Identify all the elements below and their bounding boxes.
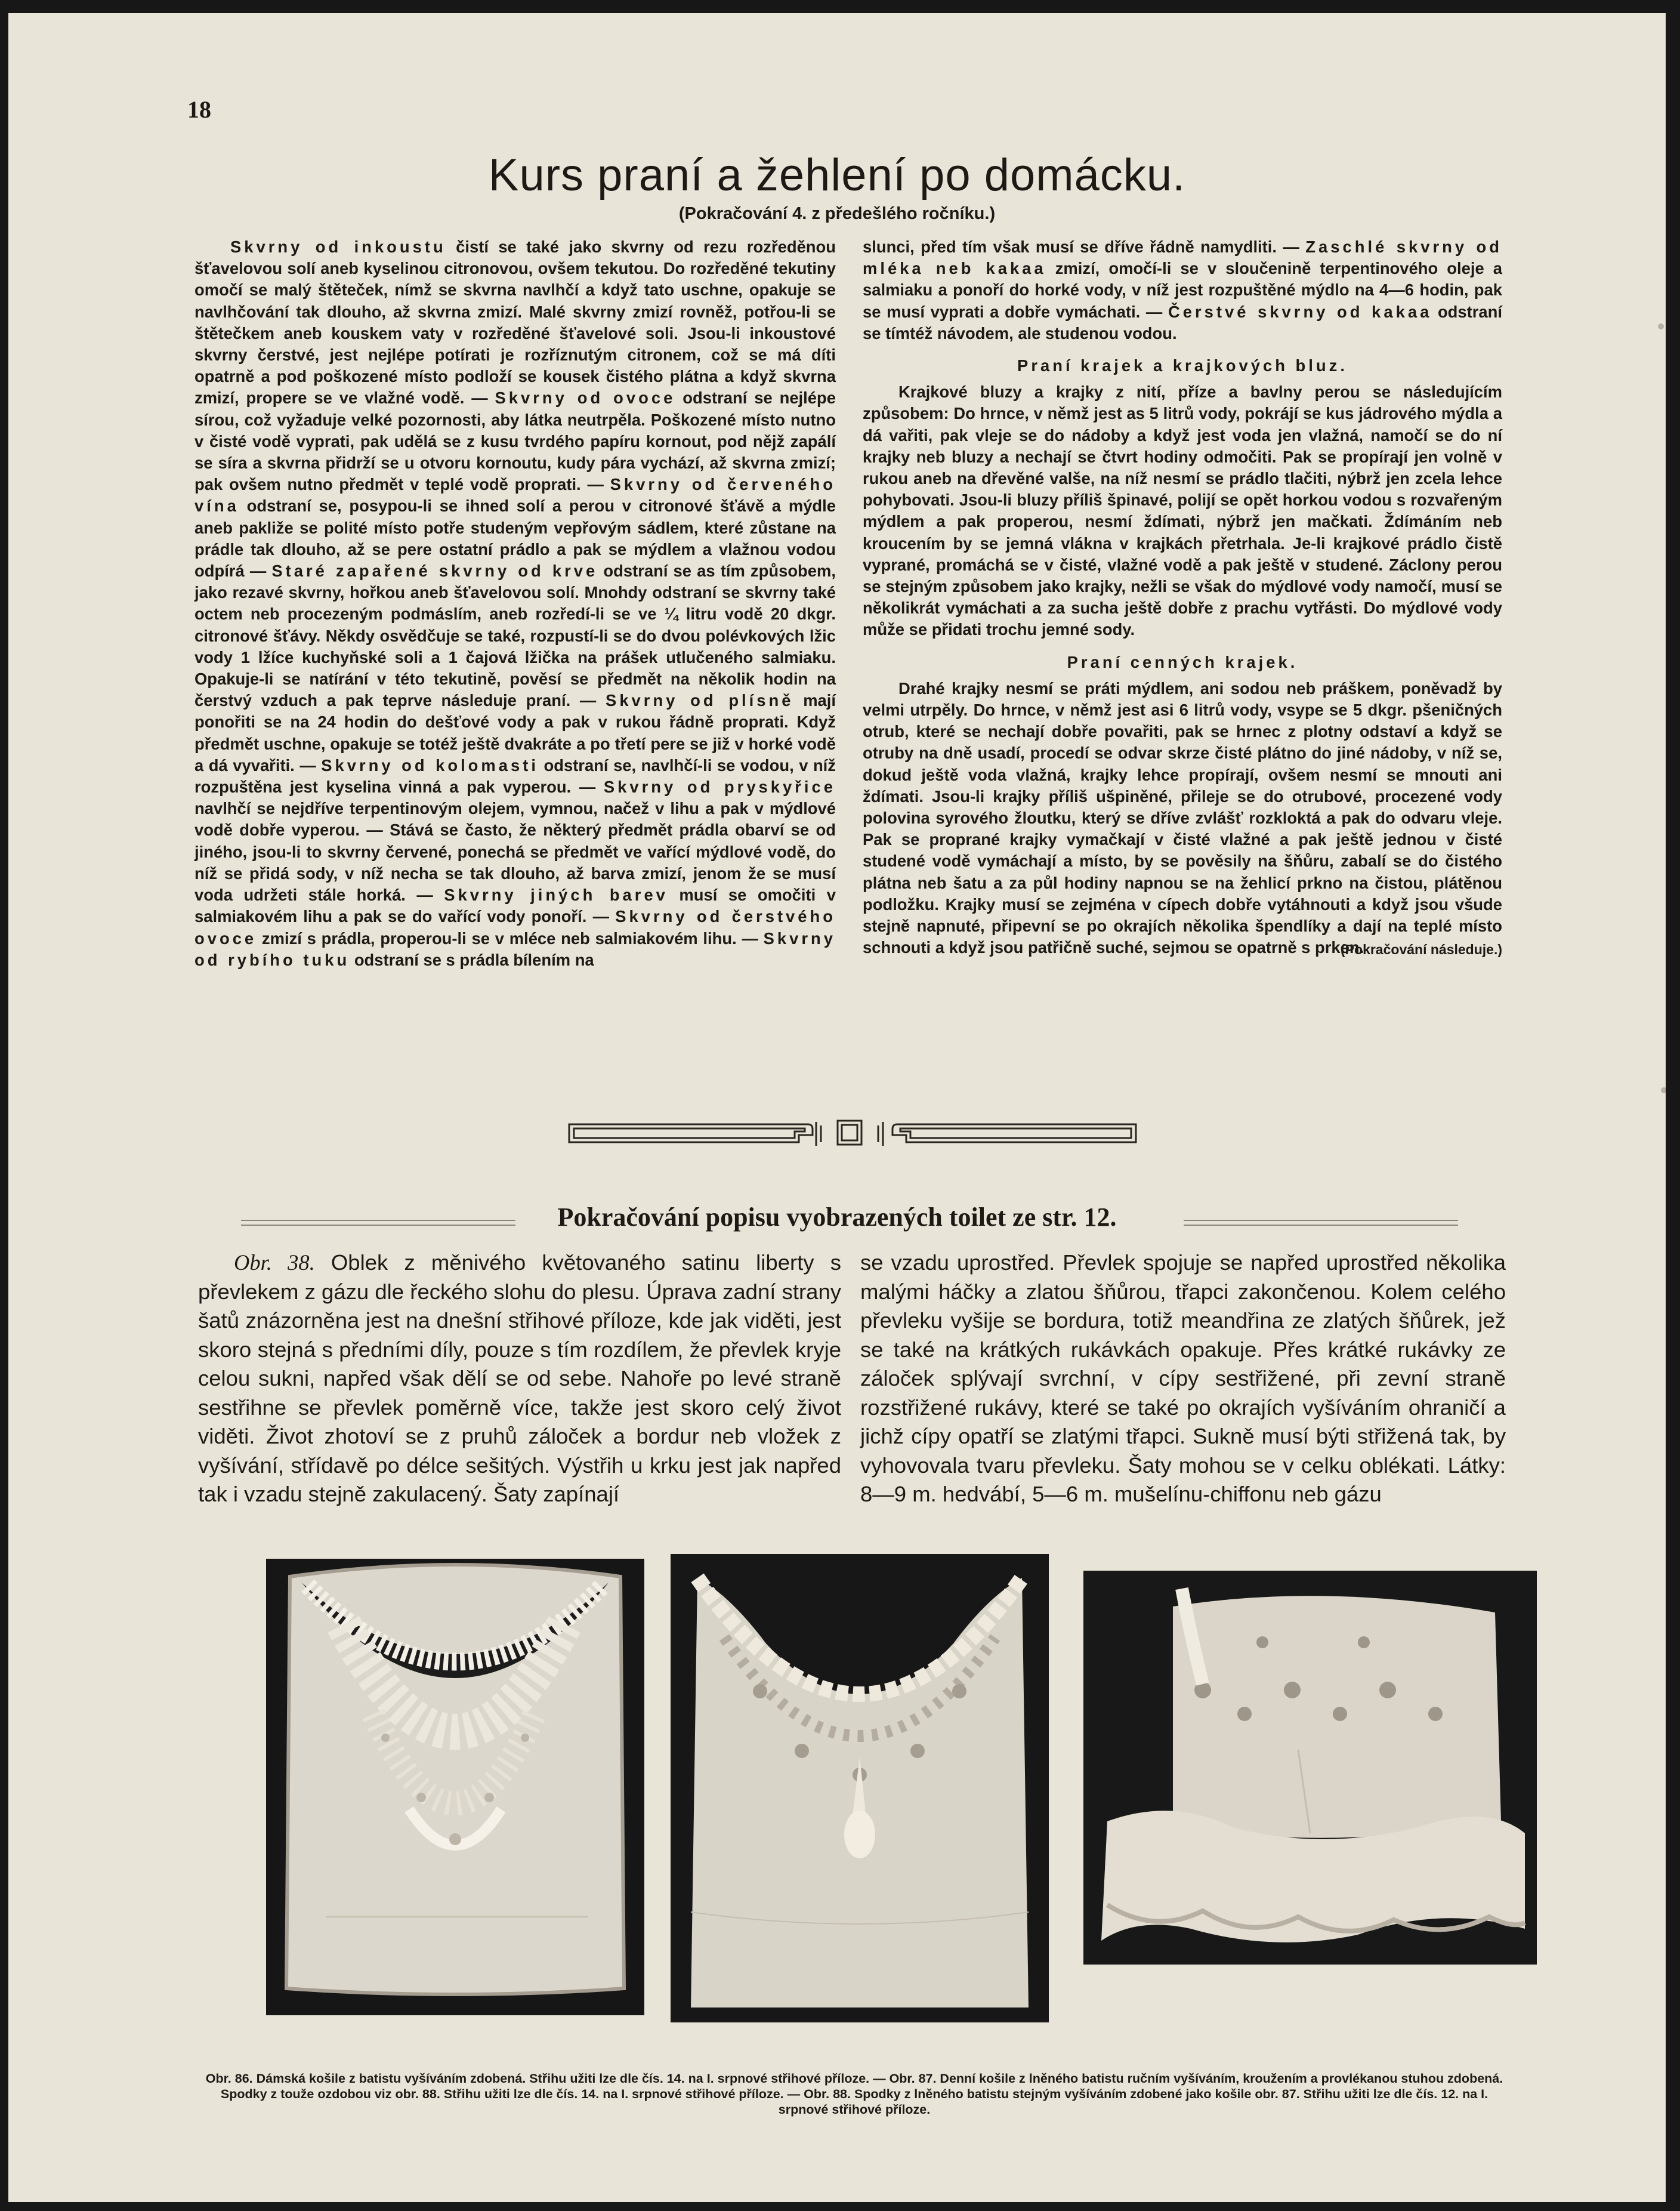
body-text: odstraní se as tím způsobem, jako rezavé skvrny, hořkou aneb šťavelovou solí. Mnohdy odstraní se skvrny také octem neb procezeným podmáslím, aneb rozředí-li se ve ¼ litru vodě 20 dkgr. citronové šťávy. Někdy osvědčuje se také, rozpustí-li se do dvou polévkových lžic vody 1 lžíce kuchyňské soli a 1 čajová lžička na prášek utlučeného salmiaku. Opakuje-li se natírání v této tekutině, pověsí se předmět na několik hodin na čerstvý vzduch a pak teprve následuje praní. — [194, 562, 836, 710]
body-text: navlhčí se nejdříve terpentinovým olejem, vymnou, načež v lihu a pak v mýdlové vodě dobře vyperou. — Stává se často, že některý předmět prádla obarví se od jiného, jsou-li to skvrny červené, ponechá se předmět ve vařící mýdlové vodě, do níž se přidá sody, v níž necha se tak dlouho, až barva zmizí, jenom že se musí voda udržeti stále horká. — [194, 799, 836, 905]
spaced-term: Skvrny od ovoce [495, 388, 676, 408]
spaced-term: Skvrny od kolomasti [321, 755, 539, 775]
continued-note: (Pokračování následuje.) [1341, 941, 1502, 957]
spaced-term: Skvrny od rybího tuku [194, 929, 836, 969]
stains-paragraph [194, 236, 836, 971]
toilette-text-2: se vzadu uprostřed. Převlek spojuje se napřed uprostřed několika malými háčky a zlatou šňůrou, třapci zakončenou. Kolem celého převleku vyšije se bordura, totiž meandřina ze zlatých šňůrek, jež se také na krátkých rukávkách opakuje. Přes krátké rukávky ze záloček splývají svrchní, v cípy sestřižené, při zevní straně rozstřižené rukávy, které se také po okrajích vyšíváním ohraničí a jichž cípy opatří se zlatými třapci. Sukně musí býti střižená tak, by vyhovovala tvaru převleku. Šaty mohou se v celku oblékati. Látky: 8—9 m. hedvábí, 5—6 m. mušelínu-chiffonu neb gázu [860, 1250, 1506, 1506]
toilette-column-1 [198, 1248, 841, 1509]
article-title: Kurs praní a žehlení po domácku. [488, 150, 1186, 201]
page-speck [1661, 1087, 1666, 1093]
article-column-2 [863, 236, 1502, 960]
body-text: odstraní se nejlépe sírou, což vyžaduje velké pozornosti, aby látka neutrpěla. Poškozené místo nutno v čisté vodě vyprati, pak udělá se z kusu tvrdého papíru kornout, pod nějž zapálí se síra a skvrna přidrží se u otvoru kornoutu, kudy pára vychází, až skvrna zmizí; pak ovšem nutno předmět v teplé vodě proprati. — [194, 388, 836, 494]
page-speck [1658, 323, 1664, 329]
section-heading-valuable-lace: Praní cenných krajek. [1067, 652, 1298, 671]
body-text: zmizí, omočí-li se v sloučenině terpentinového oleje a salmiaku a ponoří do horké vody, v níž jest rozpuštěné mýdlo na 4—6 hodin, pak se musí vyprati a dobře vymáchati. — [863, 259, 1502, 321]
spaced-term: Staré zapařené skvrny od krve [271, 562, 598, 581]
photo-drawers-ruffle [1083, 1571, 1537, 1965]
section-b-title: Pokračování popisu vyobrazených toilet ze str. 12. [557, 1202, 1117, 1232]
stains-paragraph-cont [863, 236, 1502, 344]
photo-caption [198, 2071, 1511, 2117]
figure-ref: Obr. 38. [234, 1250, 315, 1275]
caption-text: Obr. 86. Dámská košile z batistu vyšíváním zdobená. Střihu užiti lze dle čís. 14. na I. srpnové střihové příloze. — Obr. 87. Denní košile z lněného batistu ručním vyšíváním, kroužením a provlékanou stuhou zdobená. Spodky z touže ozdobou viz obr. 88. Střihu užiti lze dle čís. 14. na I. srpnové střihové příloze. — Obr. 88. Spodky z lněného batistu stejným vyšíváním zdobené jako košile obr. 87. Střihu užiti lze dle čís. 12. na I. srpnové střihové příloze. [205, 2071, 1503, 2117]
article-column-1 [194, 236, 836, 971]
body-text: odstraní se tímtéž návodem, ale studenou vodou. [863, 302, 1502, 343]
body-text: mají ponořiti se na 24 hodin do dešťové vody a pak v rukou řádně proprati. Když předmět uschne, opakuje se totéž ještě dvakráte a po třetí pere se již v horké vodě a dá vyvařiti. — [194, 691, 836, 775]
lace-blouses-text: Krajkové bluzy a krajky z nití, příze a bavlny perou se následujícím způsobem: Do hrnce, v němž jest as 5 litrů vody, pokrájí se kus jádrového mýdla a dá vařiti, pak vleje se do nádoby a když jest voda jen vlažná, namočí se do ní krajky neb bluzy a nechají se čtvrt hodiny odmočiti. Pak se propírají jen volně v rukou aneb na dřevěné valše, na níž nesmí se prádlo tlačiti, nýbrž jen zcela lehce pohybovati. Jsou-li bluzy příliš špinavé, polijí se opět horkou vodou s rozvařeným mýdlem a pak properou, nesmí ždímati, nýbrž jen mačkati. Ždímáním neb kroucením by se jemná vlákna v krajkách přetrhala. Je-li krajkové prádlo čistě vyprané, promáchá se v čisté, vlažné vodě a pak ještě v studené. Záclony perou se stejným způsobem jako krajky, nežli se však do mýdlové vody namočí, musí se několikrát vymáchati a za sucha ještě dobře z prachu vytřásti. Do mýdlové vody může se přidati trochu jemné sody. [863, 383, 1502, 639]
spaced-term: Skvrny od inkoustu [230, 238, 446, 256]
toilette-column-2 [860, 1248, 1506, 1509]
photo-chemise-lace [266, 1559, 644, 2015]
spaced-term: Zaschlé skvrny od mléka neb kakaa [863, 238, 1502, 278]
body-text: odstraní se, navlhčí-li se vodou, v níž rozpuštěna jest kyselina vinná a pak vyperou. — [194, 755, 836, 797]
body-text: zmizí s prádla, properou-li se v mléce neb salmiakovém lihu. — [257, 929, 764, 948]
spaced-term: Skvrny od červeného vína [194, 475, 836, 516]
section-heading-lace-blouses: Praní krajek a krajkových bluz. [1017, 356, 1348, 375]
photo-chemise-ribbon [671, 1554, 1049, 2022]
body-text: odstraní se s prádla bílením na [350, 950, 594, 969]
spaced-term: Skvrny jiných barev [444, 886, 668, 905]
page-number: 18 [187, 96, 211, 123]
title-rule-right [1184, 1220, 1458, 1226]
spaced-term: Skvrny od čerstvého ovoce [194, 907, 836, 948]
toilette-text-1: Oblek z měnivého květovaného satinu liberty s převlekem z gázu dle řeckého slohu do plesu. Úprava zadní strany šatů znázorněna jest na dnešní střihové příloze, kde jak viděti, jest skoro stejná s předními díly, pouze s tím rozdílem, že převlek kryje celou sukni, napřed však dělí se od sebe. Nahoře po levé straně sestřihne se převlek poměrně více, takže jest skoro celý život viděti. Život zhotoví se z pruhů záloček a bordur neb vložek z vyšívání, střídavě po délce sešitých. Výstřih u krku jest jak napřed tak i vzadu stejně zakulacený. Šaty zapínají [198, 1250, 841, 1506]
body-text: odstraní se, posypou-li se ihned solí a perou v citronové šťávě a mýdle aneb pakliže se polité místo potře studeným vepřovým sádlem, které zůstane na prádle tak dlouho, až se pere ostatní prádlo a pak se mýdlem a vlažnou vodou odpírá — [194, 497, 836, 581]
body-text: čistí se také jako skvrny od rezu rozředěnou šťavelovou solí aneb kyselinou citronovou, ovšem tekutou. Do rozředěné tekutiny omočí se malý štěteček, nímž se skvrna navlhčí a když tato uschne, opakuje se navlhčování tak dlouho, až skvrna zmizí. Malé skvrny zmizí rovněž, potřou-li se štětečkem aneb kouskem vaty v rozředěné šťavelové soli. Jsou-li inkoustové skvrny čerstvé, jest nejlépe potírati je rozříznutým citronem, což se má díti opatrně a pod poškozené místo podloží se kousek čistého plátna a když skvrna zmizí, propere se ve vlažné vodě. — [194, 238, 836, 408]
article-subtitle: (Pokračování 4. z předešlého ročníku.) [678, 204, 996, 223]
valuable-lace-text: Drahé krajky nesmí se práti mýdlem, ani sodou neb práškem, poněvadž by velmi utrpěly. Do hrnce, v němž jest asi 6 litrů vody, vsype se 5 dkgr. pšeničných otrub, které se nechají dobře povařiti, pak se hrnec z plotny odstaví a když se otruby na dně usadí, procedí se odvar skrze čisté plátno do jiné nádoby, v níž se, dokud ještě voda vlažná, krajky lehce propírají, ovšem nesmí se mnouti ani ždímati. Jsou-li krajky příliš ušpiněné, přileje se do otrubové, procezené vody polovina syrového žloutku, který se dříve zvlášť rozkloktá a pak do odvaru vleje. Pak se proprané krajky vymačkají v čisté vlažné a pak ještě jednou v čisté studené vodě vymáchají a místo, by se pověsily na šňůru, zabalí se do čistého plátna neb šatu a za půl hodiny napnou se na žehlicí prkno na čistou, plátěnou podložku. Krajky musí se zejména v cípech dobře vytáhnouti a když jsou všude stejně napnuté, připevní se po okrajích několika špendlíky a dají na teplé místo schnouti a když jsou patřičně suché, sejmou se opatrně s prken. [863, 679, 1502, 957]
body-text: slunci, před tím však musí se dříve řádně namydliti. — [863, 238, 1306, 256]
spaced-term: Skvrny od plísně [606, 691, 794, 710]
spaced-term: Skvrny od pryskyřice [603, 778, 836, 797]
spaced-term: Čerstvé skvrny od kakaa [1168, 302, 1432, 321]
magazine-page [8, 13, 1666, 2202]
body-text: musí se omočiti v salmiakovém lihu a pak se do vařící vody ponoří. — [194, 886, 836, 926]
ornament-divider [563, 1111, 1142, 1153]
